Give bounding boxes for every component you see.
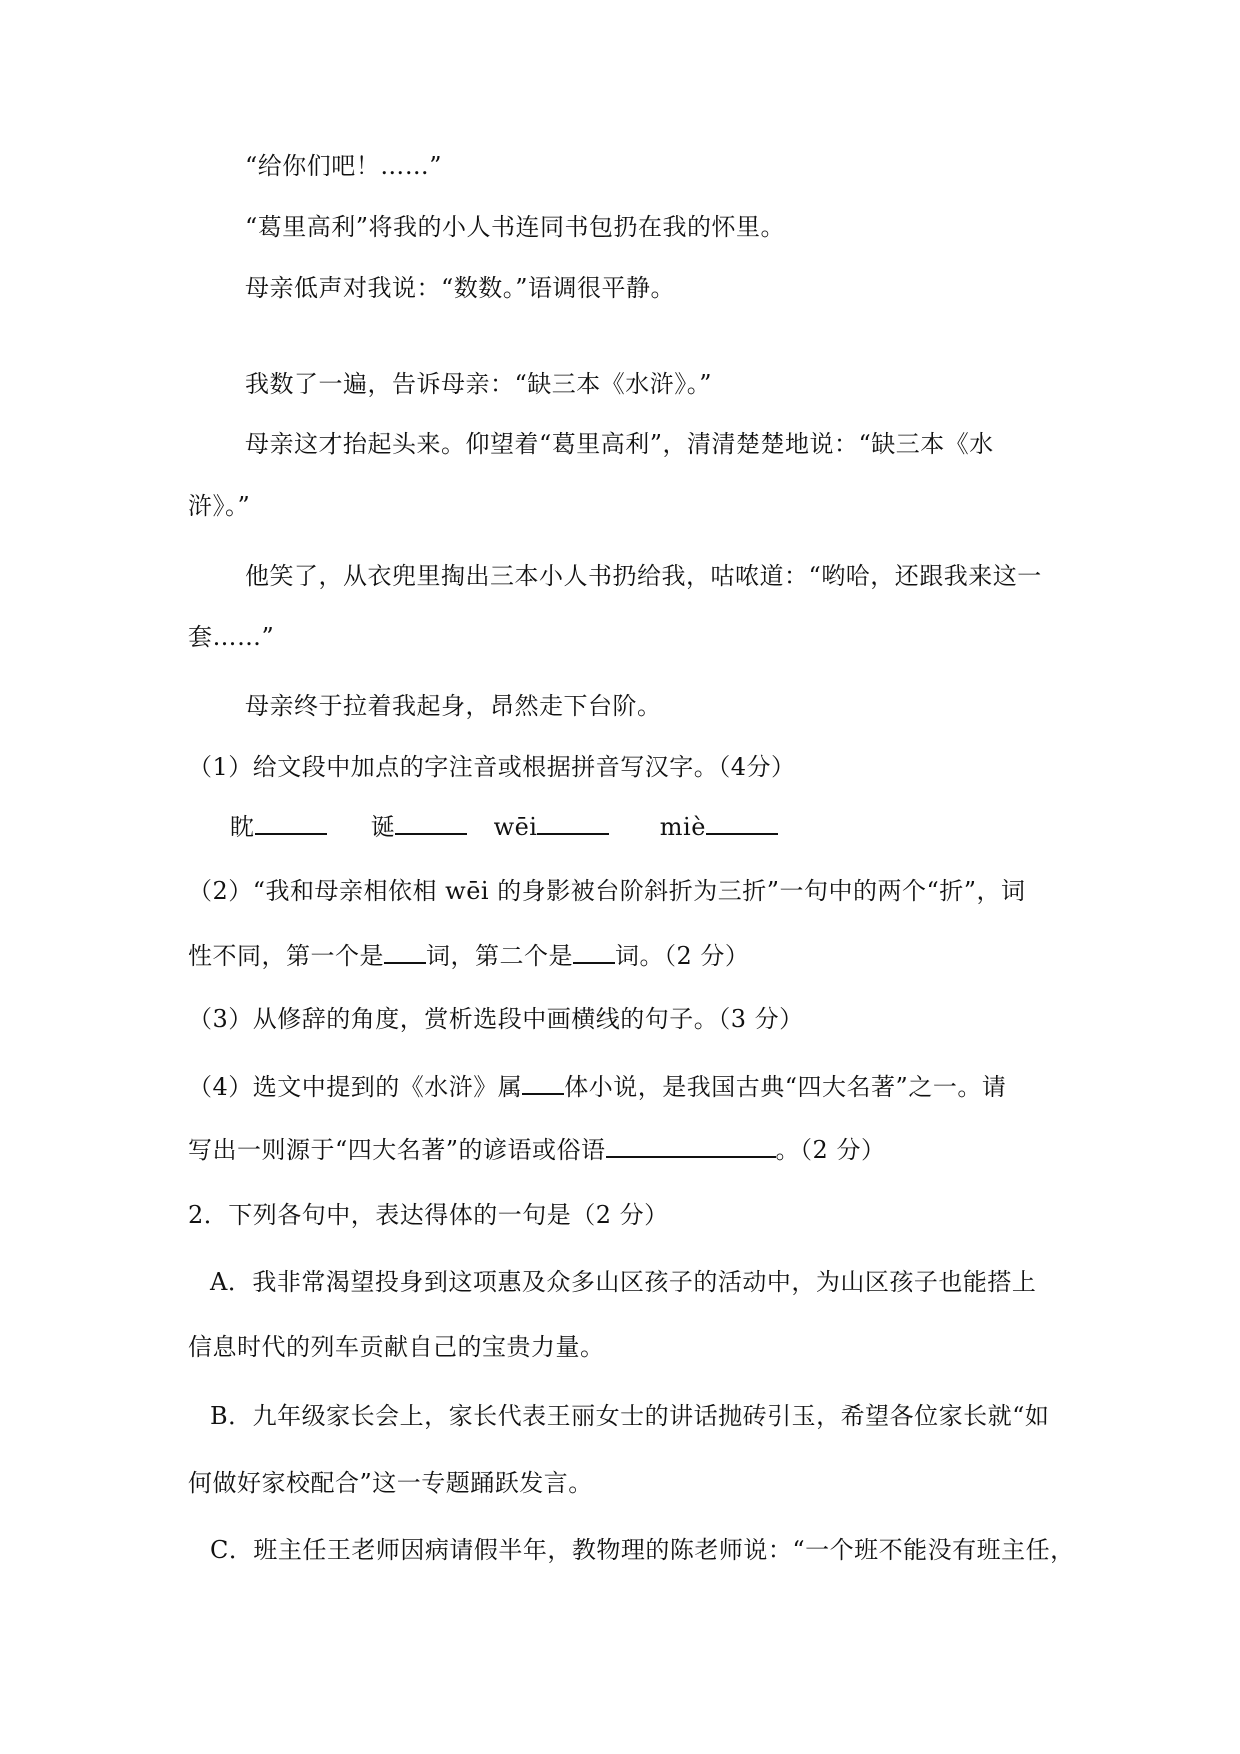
question-text: 写出一则源于“四大名著”的谚语或俗语 [188, 1136, 606, 1164]
question-2-continuation [188, 940, 749, 972]
item-pinyin: miè [659, 813, 706, 841]
answer-blank[interactable] [573, 940, 615, 964]
answer-blank[interactable] [384, 940, 426, 964]
option-a-continuation: 信息时代的列车贡献自己的宝贵力量。 [188, 1333, 605, 1361]
question-3: （3）从修辞的角度，赏析选段中画横线的句子。（3 分） [188, 1005, 804, 1033]
item-char: 诞 [370, 813, 396, 841]
question-text: 体小说，是我国古典“四大名著”之一。请 [564, 1073, 1007, 1101]
passage-paragraph-continuation: 浒》。” [188, 492, 251, 520]
option-b-continuation: 何做好家校配合”这一专题踊跃发言。 [188, 1469, 593, 1497]
question-text: （4）选文中提到的《水浒》属 [188, 1073, 523, 1101]
passage-paragraph: 他笑了，从衣兜里掏出三本小人书扔给我，咕哝道：“哟哈，还跟我来这一 [245, 562, 1042, 590]
question-1-items [230, 811, 778, 843]
item-char: 眈 [230, 813, 255, 841]
answer-blank[interactable] [255, 811, 327, 835]
answer-blank[interactable] [706, 811, 778, 835]
option-c: C．班主任王老师因病请假半年，教物理的陈老师说：“一个班不能没有班主任， [210, 1536, 1075, 1564]
question-4 [188, 1071, 1006, 1103]
passage-paragraph: 母亲终于拉着我起身，昂然走下台阶。 [245, 692, 662, 720]
answer-blank[interactable] [395, 811, 467, 835]
answer-blank[interactable] [522, 1071, 564, 1095]
question-text: 性不同，第一个是 [188, 942, 384, 970]
question-2: （2）“我和母亲相依相 wēi 的身影被台阶斜折为三折”一句中的两个“折”，词 [188, 877, 1026, 905]
question-1: （1）给文段中加点的字注音或根据拼音写汉字。（4分） [188, 753, 796, 781]
option-b: B．九年级家长会上，家长代表王丽女士的讲话抛砖引玉，希望各位家长就“如 [210, 1402, 1050, 1430]
answer-blank[interactable] [606, 1134, 776, 1158]
passage-paragraph: “葛里高利”将我的小人书连同书包扔在我的怀里。 [245, 213, 786, 241]
passage-paragraph: 母亲低声对我说：“数数。”语调很平静。 [245, 274, 676, 302]
question-2-stem: 2．下列各句中，表达得体的一句是（2 分） [188, 1201, 669, 1229]
question-text: 词，第二个是 [426, 942, 573, 970]
passage-paragraph: 母亲这才抬起头来。仰望着“葛里高利”，清清楚楚地说：“缺三本《水 [245, 430, 994, 458]
question-4-continuation [188, 1134, 885, 1166]
passage-paragraph: 我数了一遍，告诉母亲：“缺三本《水浒》。” [245, 370, 713, 398]
option-a: A．我非常渴望投身到这项惠及众多山区孩子的活动中，为山区孩子也能搭上 [210, 1268, 1037, 1296]
question-text: 。（2 分） [775, 1136, 886, 1164]
answer-blank[interactable] [537, 811, 609, 835]
question-text: 词。（2 分） [615, 942, 750, 970]
passage-paragraph: “给你们吧！……” [245, 152, 443, 180]
item-pinyin: wēi [493, 813, 538, 841]
passage-paragraph-continuation: 套……” [188, 623, 275, 651]
